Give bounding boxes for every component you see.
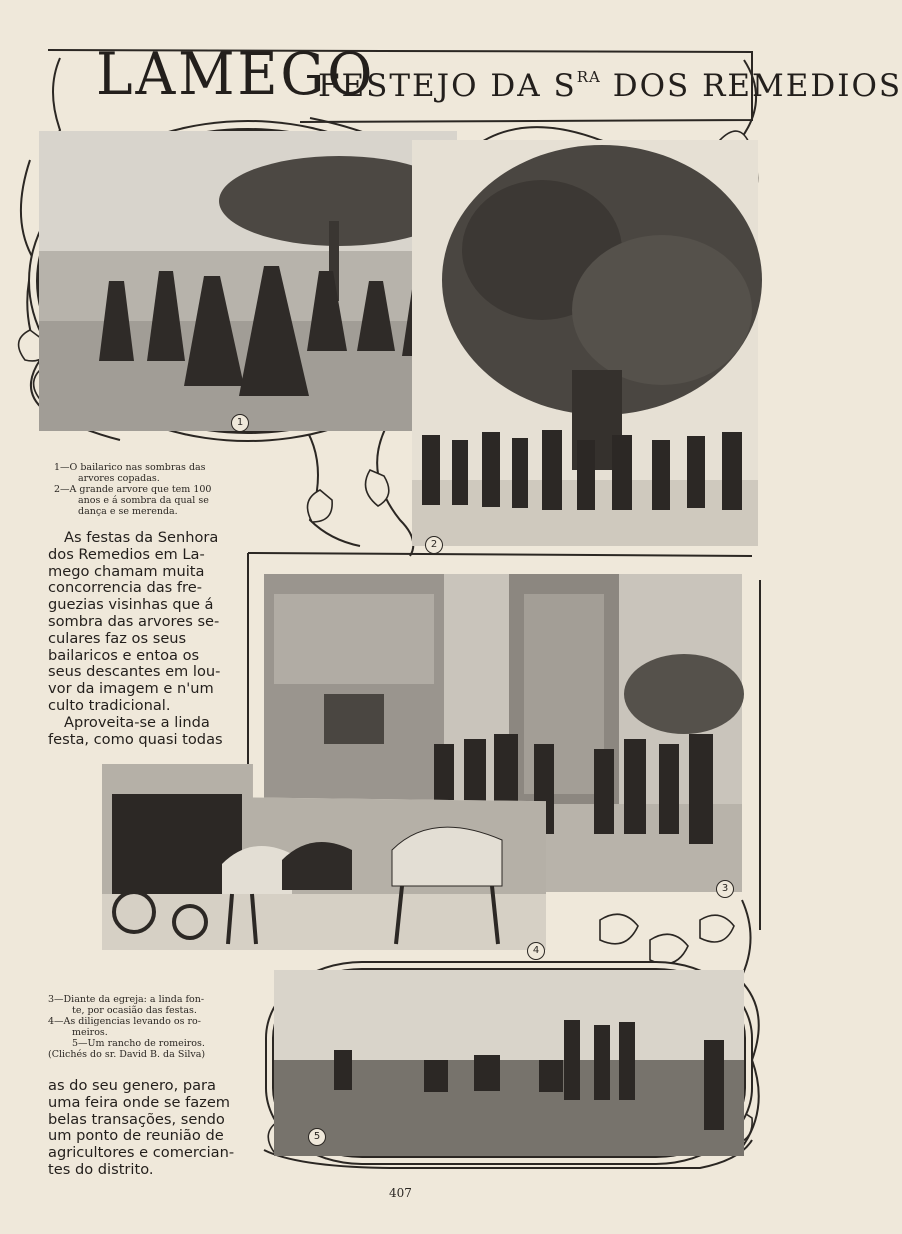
text-line: festa, como quasi todas <box>48 730 223 748</box>
captions-photos-1-2 <box>54 462 211 517</box>
text-line: As festas da Senhora <box>64 529 219 546</box>
captions-photos-3-5 <box>48 994 205 1060</box>
caption-line: te, por ocasião das festas. <box>72 1005 197 1016</box>
title-sub-superscript: RA <box>576 68 601 86</box>
title-sub-part-a: FESTEJO DA S <box>318 68 577 104</box>
caption-line: 2—A grande arvore que tem 100 <box>54 484 212 495</box>
photo-number-1: 1 <box>231 414 249 432</box>
caption-line: 5—Um rancho de romeiros. <box>72 1038 205 1049</box>
photo-number-4: 4 <box>527 942 545 960</box>
caption-line: 1—O bailarico nas sombras das <box>54 462 206 473</box>
photo-bailarico <box>36 128 460 434</box>
photo-grande-arvore <box>412 140 758 546</box>
caption-line: anos e á sombra da qual se <box>78 495 209 506</box>
text-line: concorrencia das fre- <box>48 579 202 597</box>
text-line: guezias visinhas que á <box>48 596 214 614</box>
text-line: tes do distrito. <box>48 1160 154 1178</box>
text-line: culto tradicional. <box>48 696 171 714</box>
article-text-part-2 <box>48 1078 238 1179</box>
caption-line: 3—Diante da egreja: a linda fon- <box>48 994 205 1005</box>
text-line: culares faz os seus <box>48 629 187 647</box>
photo-number-2: 2 <box>425 536 443 554</box>
photo-number-3: 3 <box>716 880 734 898</box>
text-line: mego chamam muita <box>48 562 205 580</box>
caption-line: arvores copadas. <box>78 473 160 484</box>
text-line: seus descantes em lou- <box>48 663 221 681</box>
photo-number-5: 5 <box>308 1128 326 1146</box>
photo-rancho-romeiros <box>272 968 746 1158</box>
text-line: um ponto de reunião de <box>48 1127 224 1145</box>
text-line: uma feira onde se fazem <box>48 1093 231 1111</box>
page-number: 407 <box>389 1186 412 1200</box>
title-festejo <box>318 68 902 104</box>
text-line: bailaricos e entoa os <box>48 646 200 664</box>
caption-line: 4—As diligencias levando os ro- <box>48 1016 201 1027</box>
caption-line: meiros. <box>72 1027 108 1038</box>
title-lamego: LAMEGO <box>96 40 376 108</box>
article-text-part-1 <box>48 530 224 748</box>
text-line: sombra das arvores se- <box>48 612 220 630</box>
text-line: agricultores e comercian- <box>48 1144 235 1162</box>
text-line: vor da imagem e n'um <box>48 680 214 698</box>
text-line: dos Remedios em La- <box>48 545 205 563</box>
text-line: Aproveita-se a linda <box>64 713 210 731</box>
caption-line: (Clichés do sr. David B. da Silva) <box>48 1049 206 1060</box>
text-line: as do seu genero, para <box>48 1077 216 1094</box>
caption-line: dança e se merenda. <box>78 506 178 517</box>
title-sub-part-b: DOS REMEDIOS <box>612 68 902 104</box>
text-line: belas transações, sendo <box>48 1110 225 1128</box>
